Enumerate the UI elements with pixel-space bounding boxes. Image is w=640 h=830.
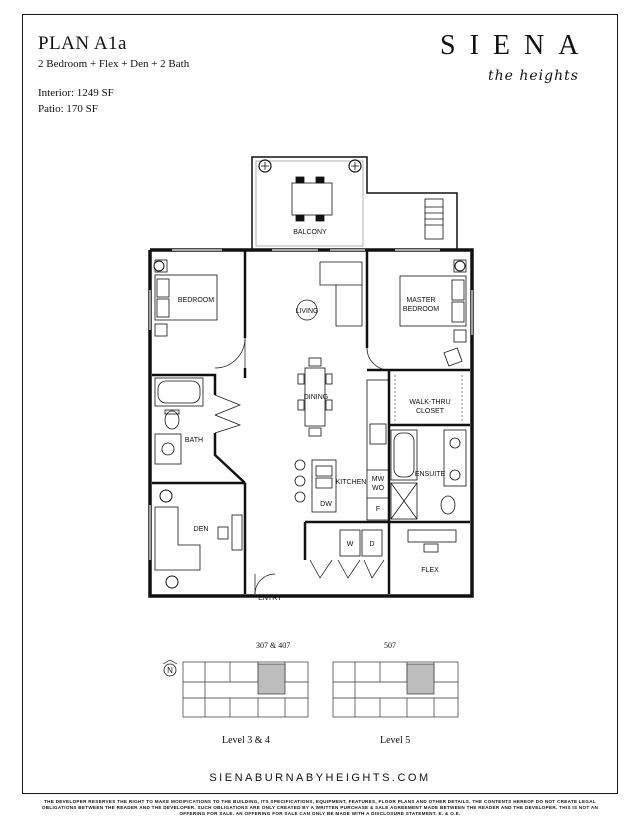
plan-description: 2 Bedroom + Flex + Den + 2 Bath — [38, 58, 190, 70]
dw-label: DW — [320, 501, 332, 508]
bedroom-label: BEDROOM — [177, 297, 215, 304]
plan-title: PLAN A1a — [38, 33, 127, 54]
brand-tagline: the heights — [488, 68, 579, 84]
kitchen-label: KITCHEN — [335, 479, 367, 486]
bath-label: BATH — [184, 437, 204, 444]
balcony-label: BALCONY — [293, 229, 327, 236]
entry-label: ENTRY — [258, 595, 282, 602]
dining-label: DINING — [303, 394, 329, 401]
patio-area: Patio: 170 SF — [38, 103, 98, 115]
fridge-label: F — [375, 506, 381, 513]
keyplan-right-level: Level 5 — [380, 735, 411, 746]
interior-area: Interior: 1249 SF — [38, 87, 114, 99]
keyplan-level-3-4 — [183, 662, 308, 717]
master-label-2: BEDROOM — [402, 306, 440, 313]
keyplan-left-units: 307 & 407 — [256, 641, 291, 650]
den-label: DEN — [193, 526, 209, 533]
wo-label: WO — [371, 485, 385, 492]
keyplan-right-units: 507 — [384, 641, 396, 650]
dryer-label: D — [369, 541, 375, 548]
north-label: N — [167, 666, 173, 675]
living-label: LIVING — [295, 308, 319, 315]
keyplan-left-level: Level 3 & 4 — [222, 735, 271, 746]
ensuite-label: ENSUITE — [414, 471, 446, 478]
washer-label: W — [346, 541, 354, 548]
flex-label: FLEX — [421, 567, 439, 574]
mw-label: MW — [371, 476, 385, 483]
brand-logo: SIENA — [440, 30, 593, 61]
legal-disclaimer: THE DEVELOPER RESERVES THE RIGHT TO MAKE MODIFICATIONS TO THE BUILDING, ITS SPECIFICATIONS, EQUIPMENT, FEATURES, FLOOR PLANS AND OTHER DETAILS. THE CONTENTS HEREOF DO NOT CREATE LEGAL OBLIGATIONS BETWEEN THE READER AND THE DEVELOPER. SUCH OBLIGATIONS ARE ONLY CREATED BY A WRITTEN PURCHASE & SALE AGREEMENT MADE BETWEEN THE READER AND THE DEVELOPER. THIS IS NOT AN OFFERING FOR SALE. AN OFFERING FOR SALE CAN ONLY BE MADE WITH A DISCLOSURE STATEMENT. E. & O.E. — [41, 799, 599, 816]
walk-closet-label-1: WALK-THRU — [409, 399, 451, 406]
walk-closet-label-2: CLOSET — [415, 408, 445, 415]
master-label-1: MASTER — [406, 297, 436, 304]
website-link[interactable]: SIENABURNABYHEIGHTS.COM — [209, 772, 431, 784]
keyplan-level-5 — [333, 662, 458, 717]
